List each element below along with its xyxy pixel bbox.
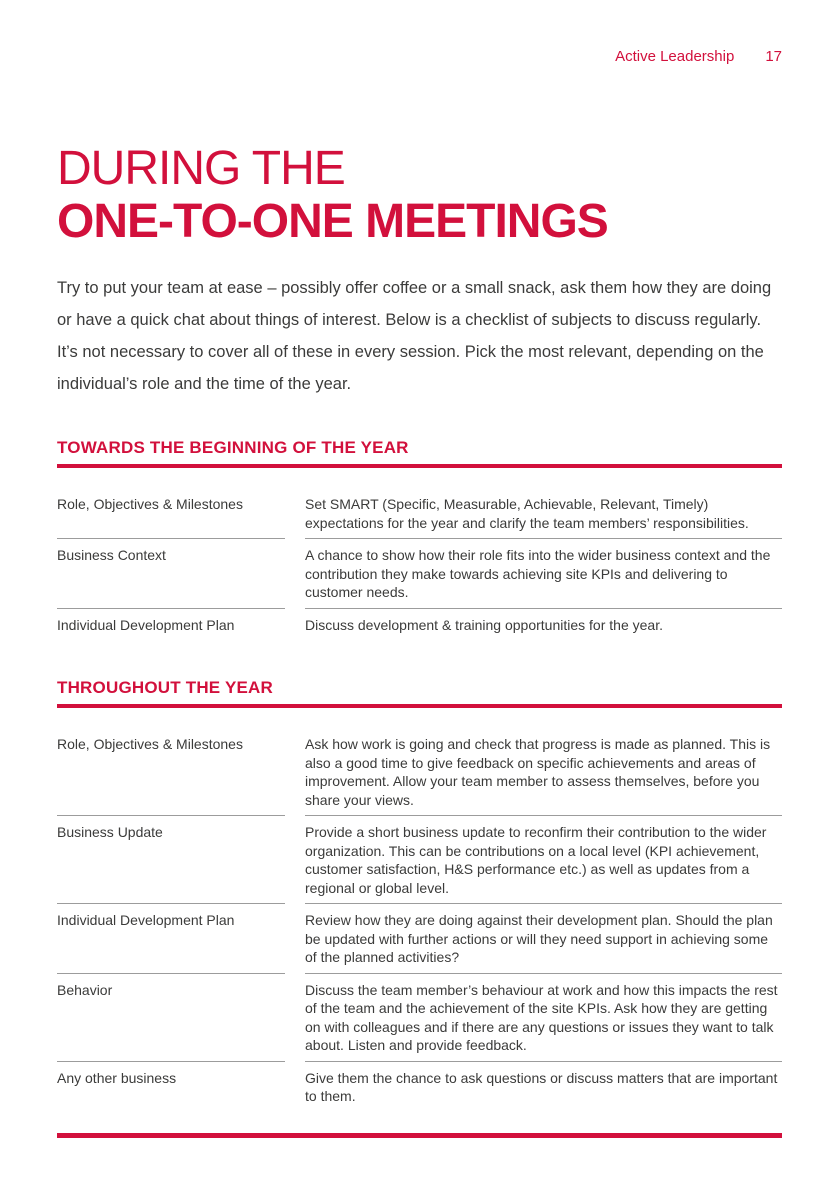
header-running-title: Active Leadership xyxy=(615,48,735,65)
bottom-page-rule xyxy=(57,1133,782,1138)
row-description: Give them the chance to ask questions or discuss matters that are important to them. xyxy=(305,1061,782,1112)
title-line-2: ONE-TO-ONE MEETINGS xyxy=(57,195,608,248)
row-topic-label: Business Update xyxy=(57,815,285,903)
table-row xyxy=(57,815,782,903)
intro-paragraph: Try to put your team at ease – possibly offer coffee or a small snack, ask them how they are doing or have a quick chat about things of interest. Below is a checklist of subjects to discuss regularly. It’s not necessary to cover all of these in every session. Pick the most relevant, depending on the individual’s role and the time of the year. xyxy=(57,279,772,393)
page-title xyxy=(57,142,782,248)
topic-table xyxy=(57,735,782,1112)
topic-section xyxy=(57,438,782,640)
row-description: Set SMART (Specific, Measurable, Achievable, Relevant, Timely) expectations for the year and clarify the team members’ responsibilities. xyxy=(305,496,749,531)
table-row xyxy=(57,608,782,641)
row-topic-label: Role, Objectives & Milestones xyxy=(57,736,243,752)
row-description: A chance to show how their role fits into the wider business context and the contribution they make towards achieving site KPIs and delivering to customer needs. xyxy=(305,538,782,608)
page-number: 17 xyxy=(765,48,782,65)
table-row xyxy=(57,495,782,538)
table-row xyxy=(57,903,782,973)
row-description: Review how they are doing against their development plan. Should the plan be updated with further actions or will they need support in achieving some of the planned activities? xyxy=(305,903,782,973)
topic-section xyxy=(57,678,782,1112)
row-topic-label: Individual Development Plan xyxy=(57,903,285,973)
sections-container xyxy=(57,438,782,1112)
row-description: Provide a short business update to reconfirm their contribution to the wider organization. This can be contributions on a local level (KPI achievement, customer satisfaction, H&S performance etc.) as well as updates from a regional or global level. xyxy=(305,815,782,903)
section-heading: THROUGHOUT THE YEAR xyxy=(57,678,273,697)
section-heading-rule xyxy=(57,464,782,468)
table-row xyxy=(57,538,782,608)
table-row xyxy=(57,1061,782,1112)
row-description: Discuss the team member’s behaviour at work and how this impacts the rest of the team and the achievement of the site KPIs. Ask how they are getting on with colleagues and if there are any questions or issues they want to talk about. Listen and provide feedback. xyxy=(305,973,782,1061)
page-header xyxy=(57,48,782,66)
title-line-1: DURING THE xyxy=(57,142,345,195)
row-description: Ask how work is going and check that progress is made as planned. This is also a good time to give feedback on specific achievements and areas of improvement. Allow your team member to assess themselves, before you share your views. xyxy=(305,736,771,808)
row-topic-label: Any other business xyxy=(57,1061,285,1112)
section-heading-rule xyxy=(57,704,782,708)
row-topic-label: Behavior xyxy=(57,973,285,1061)
section-heading: TOWARDS THE BEGINNING OF THE YEAR xyxy=(57,438,409,457)
row-description: Discuss development & training opportunities for the year. xyxy=(305,608,782,641)
row-topic-label: Business Context xyxy=(57,538,285,608)
row-topic-label: Role, Objectives & Milestones xyxy=(57,496,243,512)
topic-table xyxy=(57,495,782,640)
row-topic-label: Individual Development Plan xyxy=(57,608,285,641)
table-row xyxy=(57,735,782,815)
table-row xyxy=(57,973,782,1061)
